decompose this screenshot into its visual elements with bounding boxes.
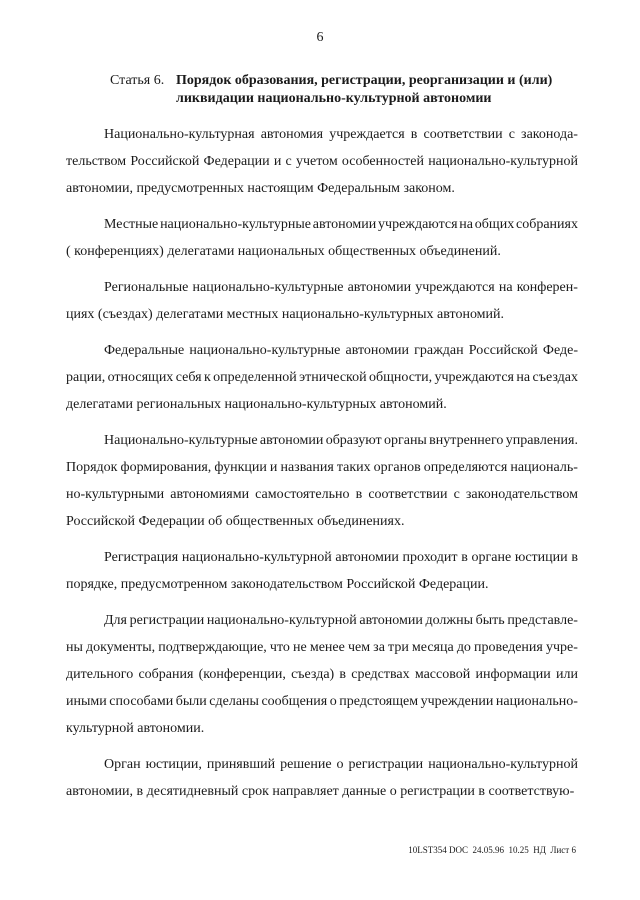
paragraph-line: Порядок формирования, функции и названия таких органов определяются националь- — [66, 460, 578, 475]
article-title-line-2: ликвидации национально-культурной автономии — [176, 91, 492, 106]
paragraph-line: автономии, предусмотренных настоящим Федеральным законом. — [66, 181, 455, 196]
paragraph-line: Для регистрации национально-культурной автономии должны быть представле- — [104, 613, 578, 628]
paragraph-line: ( конференциях) делегатами национальных общественных объединений. — [66, 244, 501, 259]
paragraph-line: рации, относящих себя к определенной этнической общности, учреждаются на съездах — [66, 370, 578, 385]
article-body — [66, 121, 578, 814]
paragraph — [66, 607, 578, 742]
paragraph-line: иными способами были сделаны сообщения о предстоящем учреждении национально- — [66, 694, 578, 709]
paragraph — [66, 544, 578, 598]
paragraph-line: Региональные национально-культурные автономии учреждаются на конферен- — [104, 280, 578, 295]
article-heading — [110, 72, 590, 108]
paragraph-line: порядке, предусмотренном законодательством Российской Федерации. — [66, 577, 489, 592]
page-number: 6 — [316, 30, 324, 45]
paragraph-line: Российской Федерации об общественных объединениях. — [66, 514, 405, 529]
paragraph-line: тельством Российской Федерации и с учетом особенностей национально-культурной — [66, 154, 578, 169]
paragraph-line: Орган юстиции, принявший решение о регистрации национально-культурной — [104, 757, 578, 772]
paragraph-line: дительного собрания (конференции, съезда) в средствах массовой информации или — [66, 667, 578, 682]
paragraph-line: культурной автономии. — [66, 721, 205, 736]
paragraph-line: Национально-культурная автономия учреждается в соответствии с законода- — [104, 127, 578, 142]
paragraph-line: Национально-культурные автономии образуют органы внутреннего управления. — [104, 433, 578, 448]
paragraph — [66, 211, 578, 265]
heading-first-line — [110, 72, 590, 90]
paragraph-line: ны документы, подтверждающие, что не менее чем за три месяца до проведения учре- — [66, 640, 578, 655]
paragraph-line: циях (съездах) делегатами местных национально-культурных автономий. — [66, 307, 505, 322]
paragraph — [66, 274, 578, 328]
document-footer: 10LST354 DOC 24.05.96 10.25 НД Лист 6 — [408, 845, 576, 855]
paragraph-line: делегатами региональных национально-культурных автономий. — [66, 397, 447, 412]
paragraph — [66, 121, 578, 202]
paragraph-line: Местные национально-культурные автономии учреждаются на общих собраниях — [104, 217, 578, 232]
article-label: Статья 6. — [110, 73, 165, 88]
paragraph — [66, 751, 578, 805]
article-title-line-1: Порядок образования, регистрации, реорганизации и (или) — [176, 73, 553, 88]
paragraph — [66, 337, 578, 418]
paragraph-line: Федеральные национально-культурные автономии граждан Российской Феде- — [104, 343, 578, 358]
paragraph-line: Регистрация национально-культурной автономии проходит в органе юстиции в — [104, 550, 578, 565]
paragraph — [66, 427, 578, 535]
paragraph-line: автономии, в десятидневный срок направляет данные о регистрации в соответствую- — [66, 784, 575, 799]
paragraph-line: но-культурными автономиями самостоятельно в соответствии с законодательством — [66, 487, 578, 502]
